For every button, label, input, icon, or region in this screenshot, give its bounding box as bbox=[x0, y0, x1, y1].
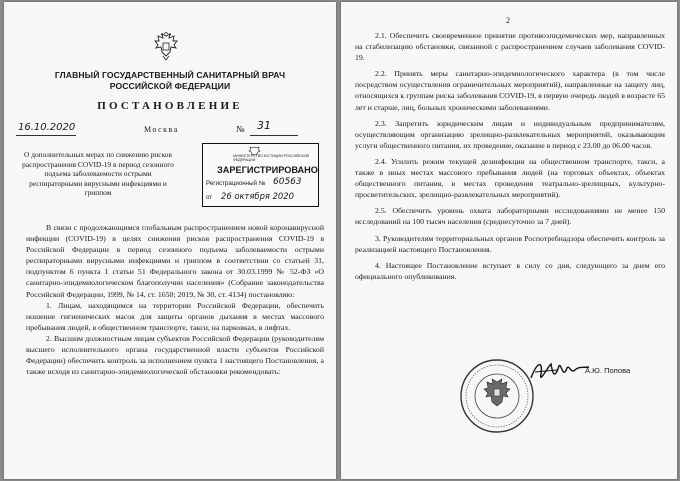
official-seal-icon bbox=[459, 358, 535, 434]
stamp-reg-number: 60563 bbox=[273, 177, 302, 187]
stamp-from-label: от bbox=[206, 194, 213, 201]
document-city: Москва bbox=[144, 125, 179, 134]
document-page-2 bbox=[341, 2, 677, 479]
stamp-ministry: МИНИСТЕРСТВО ЮСТИЦИИ РОССИЙСКОЙ ФЕДЕРАЦИИ bbox=[233, 154, 310, 163]
paragraph: 2. Высшим должностным лицам субъектов Российской Федерации (руководителям высшего исполнительного органа государственной власти субъектов Российской Федерации) обеспечить контроль за исполнением пункта 1 настоящего Постановления, а также исходя из санитарно-эпидемиологической обстановки рекомендовать: bbox=[26, 333, 324, 377]
coat-of-arms-icon bbox=[153, 32, 179, 62]
document-type: ПОСТАНОВЛЕНИЕ bbox=[97, 100, 243, 112]
paragraph: 2.5. Обеспечить уровень охвата лабораторными исследованиями не менее 150 исследований на 100 тысяч населения (среднесуточно за 7 дней). bbox=[355, 206, 665, 227]
paragraph: 2.2. Принять меры санитарно-эпидемиологического характера (в том числе посредством осуществления ограничительных мероприятий), направленные на защиту лиц, относящихся к группам риска заболевания COVID-19, в первую очередь людей в возрасте 65 лет и старше, лиц, больных хроническими заболеваниями. bbox=[355, 69, 665, 112]
document-subject: О дополнительных мерах по снижению рисков распространения COVID-19 в период сезонного подъема заболеваемости острыми респираторными вирусными инфекциями и гриппом bbox=[22, 150, 174, 198]
registration-stamp bbox=[202, 143, 319, 207]
page2-body bbox=[355, 30, 665, 287]
page1-body bbox=[26, 222, 324, 377]
date-underline bbox=[16, 135, 76, 136]
stamp-reg-label: Регистрационный № bbox=[206, 180, 266, 187]
paragraph: 1. Лицам, находящимся на территории Российской Федерации, обеспечить ношение гигиенических масок для защиты органов дыхания в местах массового пребывания людей, в общественном транспорте, такси, на парковках, в лифтах. bbox=[26, 300, 324, 332]
paragraph: 4. Настоящее Постановление вступает в силу со дня, следующего за днем его официального опубликования. bbox=[355, 260, 665, 281]
paragraph: В связи с продолжающимся глобальным распространением новой коронавирусной инфекции (COVID-19) в целях снижения рисков распространения COVID-19 в Российской Федерации в период сезонного подъема заболеваемости острыми респираторными вирусными инфекциями и гриппом в соответствии со статьей 31, подпунктом 6 пункта 1 статьи 51 Федерального закона от 30.03.1999 № 52-ФЗ «О санитарно-эпидемиологическом благополучии населения» (Собрание законодательства Российской Федерации, 1999, № 14, ст. 1650; 2019, № 30, ст. 4134) постановляю: bbox=[26, 223, 324, 299]
signer-name: А.Ю. Попова bbox=[585, 366, 631, 375]
number-label: № bbox=[236, 124, 245, 134]
stamp-registered: ЗАРЕГИСТРИРОВАНО bbox=[217, 165, 318, 175]
paragraph: 2.4. Усилить режим текущей дезинфекции на общественном транспорте, такси, а также в иных местах массового пребывания людей (на торговых объектах, объектах общественного питания, в местах проведения театрально-зрелищных, культурно-просветительских, зрелищно-развлекательных мероприятий). bbox=[355, 156, 665, 200]
document-page-1 bbox=[4, 2, 336, 479]
document-date: 16.10.2020 bbox=[18, 122, 76, 133]
paragraph: 3. Руководителям территориальных органов Роспотребнадзора обеспечить контроль за реализацией настоящего Постановления. bbox=[355, 233, 665, 254]
issuing-authority: ГЛАВНЫЙ ГОСУДАРСТВЕННЫЙ САНИТАРНЫЙ ВРАЧ РОССИЙСКОЙ ФЕДЕРАЦИИ bbox=[54, 70, 286, 91]
paragraph: 2.1. Обеспечить своевременное принятие противоэпидемических мер, направленных на стабилизацию обстановки, связанной с распространением случаев заболевания COVID-19. bbox=[355, 31, 665, 63]
page-number: 2 bbox=[506, 16, 510, 25]
number-underline bbox=[250, 135, 298, 136]
document-number: 31 bbox=[257, 119, 271, 132]
paragraph: 2.3. Запретить юридическим лицам и индивидуальным предпринимателям, осуществляющим организацию зрелищно-развлекательных мероприятий, оказывающим услуги общественного питания, их проведение, оказание в период с 23.00 до 06.00 часов. bbox=[355, 118, 665, 150]
stamp-from-date: 26 октября 2020 bbox=[221, 191, 294, 201]
